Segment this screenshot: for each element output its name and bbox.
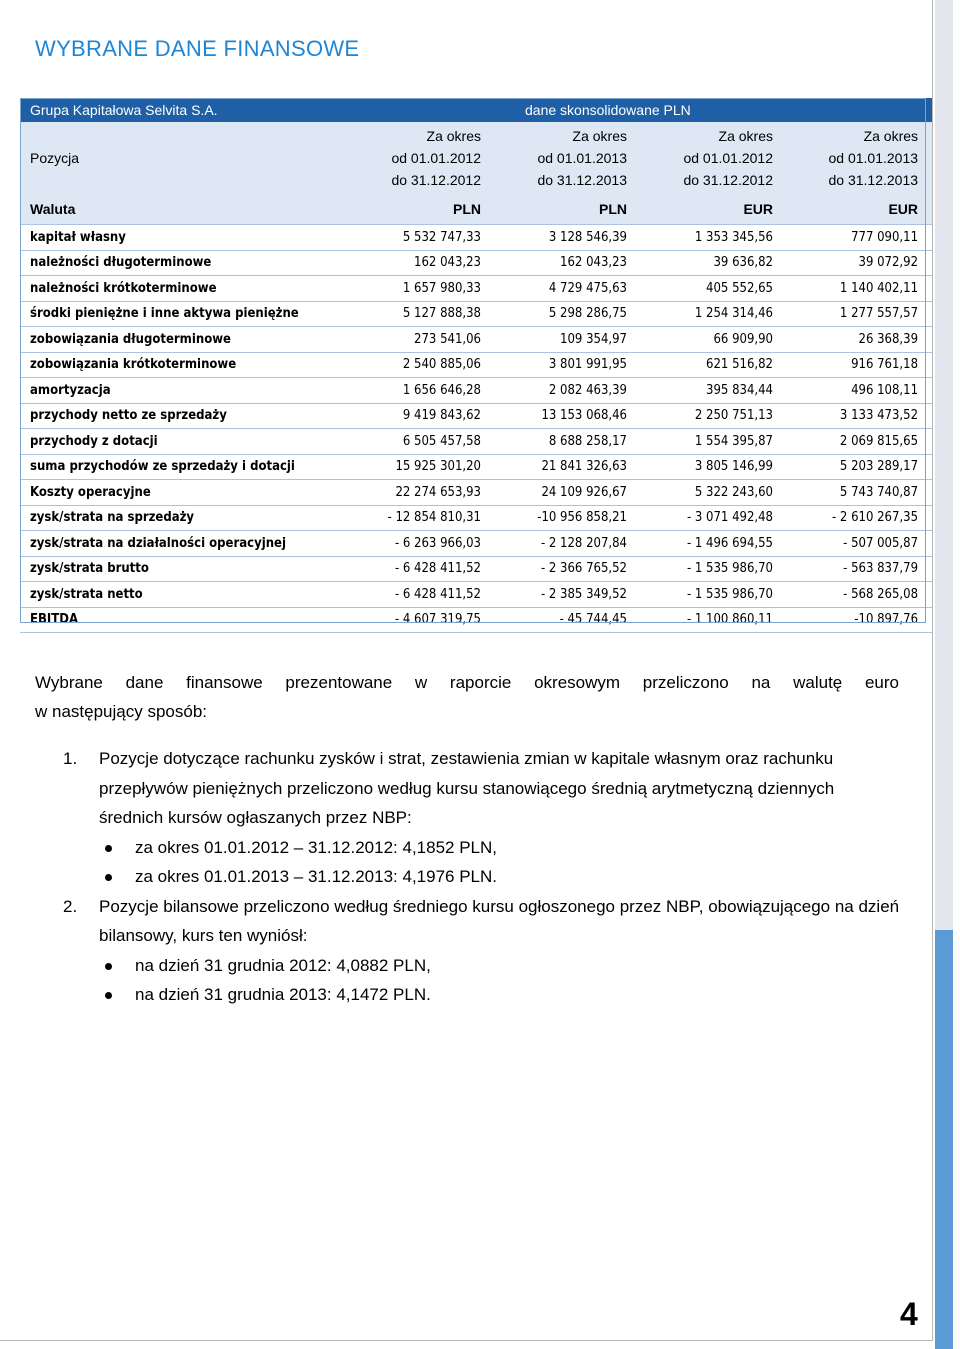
table-row <box>20 250 932 276</box>
table-row <box>20 582 932 608</box>
row-value: -10 897,76 <box>787 607 932 633</box>
intro-line-1: Wybrane dane finansowe prezentowane w raporcie okresowym przeliczono na walutę euro <box>35 673 899 692</box>
row-value: - 2 385 349,52 <box>495 582 641 608</box>
row-label: przychody netto ze sprzedaży <box>20 403 350 429</box>
row-value: 273 541,06 <box>350 327 495 353</box>
row-value: - 3 071 492,48 <box>641 505 787 531</box>
list-item <box>63 744 903 892</box>
row-label: zysk/strata brutto <box>20 556 350 582</box>
row-value: 1 254 314,46 <box>641 301 787 327</box>
row-value: 5 322 243,60 <box>641 480 787 506</box>
table-row <box>20 429 932 455</box>
row-value: 109 354,97 <box>495 327 641 353</box>
row-value: 405 552,65 <box>641 276 787 302</box>
currency-cell: EUR <box>641 194 787 225</box>
row-value: 9 419 843,62 <box>350 403 495 429</box>
row-value: 66 909,90 <box>641 327 787 353</box>
row-value: 162 043,23 <box>350 250 495 276</box>
bullet-icon <box>105 992 112 999</box>
currency-cell: PLN <box>350 194 495 225</box>
row-value: - 6 428 411,52 <box>350 582 495 608</box>
row-value: 6 505 457,58 <box>350 429 495 455</box>
row-value: 2 540 885,06 <box>350 352 495 378</box>
row-label: EBITDA <box>20 607 350 633</box>
row-label: przychody z dotacji <box>20 429 350 455</box>
row-value: 5 127 888,38 <box>350 301 495 327</box>
row-value: 24 109 926,67 <box>495 480 641 506</box>
row-value: 5 298 286,75 <box>495 301 641 327</box>
bullet-icon <box>105 963 112 970</box>
row-label: kapitał własny <box>20 225 350 251</box>
table-body <box>20 225 932 633</box>
row-value: 3 801 991,95 <box>495 352 641 378</box>
row-value: - 1 535 986,70 <box>641 582 787 608</box>
row-label: zobowiązania długoterminowe <box>20 327 350 353</box>
row-value: 1 353 345,56 <box>641 225 787 251</box>
bullet-item <box>99 951 903 981</box>
intro-line-2: w następujący sposób: <box>35 702 207 721</box>
row-value: - 1 535 986,70 <box>641 556 787 582</box>
row-value: 5 743 740,87 <box>787 480 932 506</box>
table-row <box>20 505 932 531</box>
row-value: - 1 100 860,11 <box>641 607 787 633</box>
currency-cell: PLN <box>495 194 641 225</box>
row-value: 21 841 326,63 <box>495 454 641 480</box>
currency-row <box>20 194 932 225</box>
row-value: 4 729 475,63 <box>495 276 641 302</box>
row-value: 162 043,23 <box>495 250 641 276</box>
row-label: środki pieniężne i inne aktywa pieniężne <box>20 301 350 327</box>
bullet-text: za okres 01.01.2012 – 31.12.2012: 4,1852 PLN, <box>135 837 497 857</box>
row-value: 2 250 751,13 <box>641 403 787 429</box>
list-number: 1. <box>63 749 78 768</box>
row-value: 621 516,82 <box>641 352 787 378</box>
bullet-icon <box>105 874 112 881</box>
row-value: 13 153 068,46 <box>495 403 641 429</box>
row-value: - 2 128 207,84 <box>495 531 641 557</box>
company-name: Grupa Kapitałowa Selvita S.A. <box>20 98 350 122</box>
period-header-row <box>20 122 932 194</box>
table-row <box>20 327 932 353</box>
period-header: Za okres od 01.01.2013 do 31.12.2013 <box>787 122 932 194</box>
row-label: amortyzacja <box>20 378 350 404</box>
row-value: - 6 428 411,52 <box>350 556 495 582</box>
row-label: zysk/strata netto <box>20 582 350 608</box>
table-row <box>20 531 932 557</box>
bullet-text: na dzień 31 grudnia 2012: 4,0882 PLN, <box>135 955 431 975</box>
row-value: - 6 263 966,03 <box>350 531 495 557</box>
row-label: Koszty operacyjne <box>20 480 350 506</box>
bullet-item <box>99 833 903 863</box>
table-row <box>20 276 932 302</box>
row-value: 2 069 815,65 <box>787 429 932 455</box>
row-value: 1 554 395,87 <box>641 429 787 455</box>
row-value: - 563 837,79 <box>787 556 932 582</box>
period-header: Za okres od 01.01.2013 do 31.12.2013 <box>495 122 641 194</box>
consolidated-label: dane skonsolidowane PLN <box>350 98 932 122</box>
row-value: - 45 744,45 <box>495 607 641 633</box>
side-strip-accent <box>935 930 953 1349</box>
period-header: Za okres od 01.01.2012 do 31.12.2012 <box>641 122 787 194</box>
row-value: - 507 005,87 <box>787 531 932 557</box>
row-value: 3 128 546,39 <box>495 225 641 251</box>
table-row <box>20 607 932 633</box>
period-header: Za okres od 01.01.2012 do 31.12.2012 <box>350 122 495 194</box>
table-row <box>20 301 932 327</box>
row-value: 1 140 402,11 <box>787 276 932 302</box>
table-row <box>20 378 932 404</box>
row-value: - 1 496 694,55 <box>641 531 787 557</box>
side-strip <box>935 0 953 1349</box>
table-row <box>20 352 932 378</box>
row-value: 8 688 258,17 <box>495 429 641 455</box>
row-value: 496 108,11 <box>787 378 932 404</box>
page-title: WYBRANE DANE FINANSOWE <box>35 36 360 61</box>
row-value: 395 834,44 <box>641 378 787 404</box>
row-label: suma przychodów ze sprzedaży i dotacji <box>20 454 350 480</box>
list-text: Pozycje bilansowe przeliczono według średniego kursu ogłoszonego przez NBP, obowiązującego na dzień bilansowy, kurs ten wyniósł: <box>99 896 900 945</box>
currency-cell: EUR <box>787 194 932 225</box>
row-value: 39 636,82 <box>641 250 787 276</box>
row-value: 2 082 463,39 <box>495 378 641 404</box>
row-value: 26 368,39 <box>787 327 932 353</box>
row-label: zysk/strata na sprzedaży <box>20 505 350 531</box>
row-label: należności długoterminowe <box>20 250 350 276</box>
row-value: 916 761,18 <box>787 352 932 378</box>
page-number: 4 <box>900 1296 918 1332</box>
row-value: - 2 366 765,52 <box>495 556 641 582</box>
bullet-text: na dzień 31 grudnia 2013: 4,1472 PLN. <box>135 985 431 1004</box>
position-label: Pozycja <box>20 122 350 194</box>
list-number: 2. <box>63 896 78 916</box>
bullet-text: za okres 01.01.2013 – 31.12.2013: 4,1976 PLN. <box>135 867 497 886</box>
table-row <box>20 556 932 582</box>
bullet-item <box>99 862 903 892</box>
financial-table <box>20 98 932 633</box>
row-value: 777 090,11 <box>787 225 932 251</box>
row-label: należności krótkoterminowe <box>20 276 350 302</box>
table-row <box>20 225 932 251</box>
row-value: 1 277 557,57 <box>787 301 932 327</box>
row-value: 5 203 289,17 <box>787 454 932 480</box>
intro-paragraph <box>35 668 899 726</box>
row-value: 22 274 653,93 <box>350 480 495 506</box>
bullet-item <box>99 980 903 1010</box>
row-value: 1 657 980,33 <box>350 276 495 302</box>
row-value: -10 956 858,21 <box>495 505 641 531</box>
row-value: - 568 265,08 <box>787 582 932 608</box>
row-value: 3 805 146,99 <box>641 454 787 480</box>
list-text: Pozycje dotyczące rachunku zysków i strat, zestawienia zmian w kapitale własnym oraz rachunku przepływów pieniężnych przeliczono według kursu stanowiącego średnią arytmetyczną dziennych średnich kursów ogłaszanych przez NBP: <box>99 749 835 827</box>
row-label: zysk/strata na działalności operacyjnej <box>20 531 350 557</box>
table-row <box>20 480 932 506</box>
table-row <box>20 454 932 480</box>
row-value: 5 532 747,33 <box>350 225 495 251</box>
conversion-list <box>63 744 903 1010</box>
row-value: 1 656 646,28 <box>350 378 495 404</box>
row-value: - 2 610 267,35 <box>787 505 932 531</box>
row-label: zobowiązania krótkoterminowe <box>20 352 350 378</box>
table-row <box>20 403 932 429</box>
row-value: 3 133 473,52 <box>787 403 932 429</box>
row-value: - 12 854 810,31 <box>350 505 495 531</box>
row-value: - 4 607 319,75 <box>350 607 495 633</box>
row-value: 15 925 301,20 <box>350 454 495 480</box>
table-header-row <box>20 98 932 122</box>
currency-label: Waluta <box>20 194 350 225</box>
list-item <box>63 892 903 1010</box>
bullet-icon <box>105 845 112 852</box>
row-value: 39 072,92 <box>787 250 932 276</box>
